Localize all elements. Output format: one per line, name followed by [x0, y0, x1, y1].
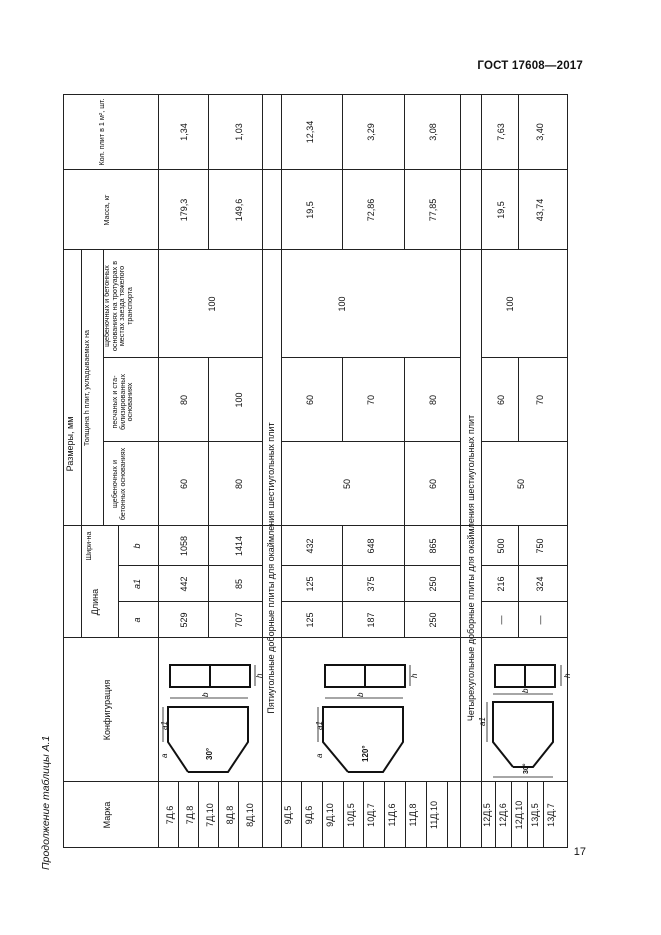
- cell: 529: [179, 612, 189, 628]
- cell: 865: [428, 538, 438, 554]
- cell: 19,5: [496, 201, 506, 219]
- grid-line: [178, 782, 179, 848]
- cell: 179,3: [179, 198, 189, 222]
- cell: 70: [535, 395, 545, 406]
- section-title: Пятиугольные доборные плиты для окаймления шестиугольных плит: [266, 422, 276, 714]
- grid-line: [481, 601, 568, 602]
- cell: 1,34: [179, 123, 189, 141]
- grid-line: [481, 565, 568, 566]
- grid-line: [208, 94, 209, 250]
- mark-11d10: 11Д.10: [429, 801, 439, 829]
- cell: 19,5: [305, 201, 315, 219]
- dim-b: b: [521, 688, 530, 693]
- mark-9d6: 9Д.6: [304, 805, 314, 825]
- mark-9d5: 9Д.5: [283, 805, 293, 825]
- grid-line: [426, 782, 427, 848]
- cell: 707: [234, 612, 244, 628]
- grid-line: [238, 782, 239, 848]
- page-number: 17: [573, 846, 586, 858]
- dim-h: h: [563, 673, 572, 678]
- grid-line: [511, 782, 512, 848]
- grid-line: [118, 526, 119, 638]
- dim-a1: a1: [160, 721, 169, 730]
- header-marka: Марка: [102, 801, 112, 829]
- dim-a: a: [315, 753, 324, 758]
- grid-line: [363, 782, 364, 848]
- cell: 60: [428, 479, 438, 490]
- grid-line: [63, 94, 64, 848]
- cell: —: [496, 615, 506, 625]
- cell: 250: [428, 576, 438, 592]
- dim-h: h: [410, 673, 419, 678]
- cell: 1058: [179, 535, 189, 557]
- cell: 100: [337, 296, 347, 312]
- header-count: Кол. плит в 1 м², шт.: [97, 98, 106, 166]
- cell: 12,34: [305, 120, 315, 144]
- angle-label: 30°: [523, 763, 530, 774]
- grid-line: [518, 94, 519, 250]
- grid-line: [322, 782, 323, 848]
- cell: 77,85: [428, 198, 438, 222]
- grid-line: [404, 358, 405, 442]
- grid-line: [198, 782, 199, 848]
- cell: 60: [496, 395, 506, 406]
- mark-10d5: 10Д.5: [346, 803, 356, 827]
- mark-10d7: 10Д.7: [366, 803, 376, 827]
- cell: 70: [366, 395, 376, 406]
- dim-b: b: [356, 692, 365, 697]
- mark-9d10: 9Д.10: [325, 803, 335, 827]
- grid-line: [404, 526, 405, 638]
- cell: 50: [342, 479, 352, 490]
- mark-7d6: 7Д.6: [165, 805, 175, 825]
- header-th3: щебеночных и бетонных основаниях на тротуарах в местах заезда тяжелого транспорта: [102, 260, 134, 352]
- dim-a1: a1: [315, 721, 324, 730]
- document-title: ГОСТ 17608—2017: [477, 60, 583, 72]
- header-width: Шири-на: [84, 531, 93, 561]
- grid-line: [495, 782, 496, 848]
- header-config: Конфигурация: [102, 679, 112, 741]
- grid-line: [543, 782, 544, 848]
- grid-line: [342, 94, 343, 250]
- dim-a1: a1: [478, 717, 487, 726]
- grid-line: [404, 442, 405, 526]
- angle-label: 120°: [361, 745, 370, 762]
- cell: 375: [366, 576, 376, 592]
- mark-13d7: 13Д.7: [546, 803, 556, 827]
- cell: 442: [179, 576, 189, 592]
- cell: 50: [516, 479, 526, 490]
- mark-12d6: 12Д.6: [498, 803, 508, 827]
- cell: 250: [428, 612, 438, 628]
- cell: 85: [234, 579, 244, 590]
- header-a: a: [132, 617, 142, 623]
- dim-h: h: [255, 673, 264, 678]
- header-sizes: Размеры, мм: [65, 416, 75, 472]
- grid-line: [518, 358, 519, 442]
- grid-line: [63, 249, 568, 250]
- cell: 3,29: [366, 123, 376, 141]
- grid-line: [447, 782, 448, 848]
- config-drawing-3: [493, 665, 555, 767]
- mark-7d8: 7Д.8: [185, 805, 195, 825]
- cell: 72,86: [366, 198, 376, 222]
- cell: 216: [496, 576, 506, 592]
- cell: 1414: [234, 535, 244, 557]
- cell: 324: [535, 576, 545, 592]
- cell: 3,08: [428, 123, 438, 141]
- cell: 750: [535, 538, 545, 554]
- dim-a: a: [160, 753, 169, 758]
- cell: 125: [305, 612, 315, 628]
- cell: 3,40: [535, 123, 545, 141]
- angle-label: 30°: [205, 747, 214, 760]
- cell: 43,74: [535, 198, 545, 222]
- grid-line: [405, 782, 406, 848]
- mark-8d8: 8Д.8: [225, 805, 235, 825]
- grid-line: [63, 169, 568, 170]
- cell: —: [535, 615, 545, 625]
- grid-line: [342, 358, 343, 442]
- grid-line: [384, 782, 385, 848]
- mark-11d6: 11Д.6: [387, 803, 397, 827]
- header-mass: Масса, кг: [102, 194, 111, 226]
- grid-line: [208, 526, 209, 638]
- header-th2: песчаных и ста-билизированных основаниях: [110, 373, 135, 431]
- rotated-table: [63, 94, 572, 848]
- cell: 648: [366, 538, 376, 554]
- section-title: Четырехугольные доборные плиты для окаймления шестиугольных плит: [466, 414, 476, 722]
- mark-7d10: 7Д.10: [205, 803, 215, 827]
- cell: 432: [305, 538, 315, 554]
- header-b: b: [132, 543, 142, 549]
- cell: 80: [428, 395, 438, 406]
- cell: 60: [305, 395, 315, 406]
- cell: 149,6: [234, 198, 244, 222]
- grid-line: [218, 782, 219, 848]
- cell: 100: [234, 392, 244, 408]
- grid-line: [301, 782, 302, 848]
- config-drawings: [158, 638, 572, 782]
- mark-11d8: 11Д.8: [408, 803, 418, 827]
- cell: 7,63: [496, 123, 506, 141]
- grid-line: [404, 94, 405, 250]
- cell: 80: [234, 479, 244, 490]
- grid-line: [342, 526, 343, 638]
- dim-b: b: [201, 692, 210, 697]
- mark-8d10: 8Д.10: [245, 803, 255, 827]
- cell: 80: [179, 395, 189, 406]
- cell: 500: [496, 538, 506, 554]
- mark-12d5: 12Д.5: [482, 803, 492, 827]
- grid-line: [527, 782, 528, 848]
- mark-12d10: 12Д.10: [514, 800, 524, 830]
- cell: 125: [305, 576, 315, 592]
- grid-line: [518, 526, 519, 638]
- mark-13d5: 13Д.5: [530, 803, 540, 827]
- grid-line: [63, 94, 568, 95]
- table-caption: Продолжение таблицы А.1: [40, 735, 52, 870]
- cell: 100: [207, 296, 217, 312]
- cell: 1,03: [234, 123, 244, 141]
- cell: 187: [366, 612, 376, 628]
- grid-line: [343, 782, 344, 848]
- grid-line: [208, 358, 209, 526]
- cell: 100: [505, 296, 515, 312]
- cell: 60: [179, 479, 189, 490]
- header-length: Длина: [90, 588, 100, 616]
- header-a1: a1: [132, 579, 142, 590]
- grid-line: [481, 357, 568, 358]
- header-thickness: Толщина h плит, укладываемых на: [82, 329, 91, 447]
- header-th1: щебеночных и бетонных основаниях: [110, 447, 127, 521]
